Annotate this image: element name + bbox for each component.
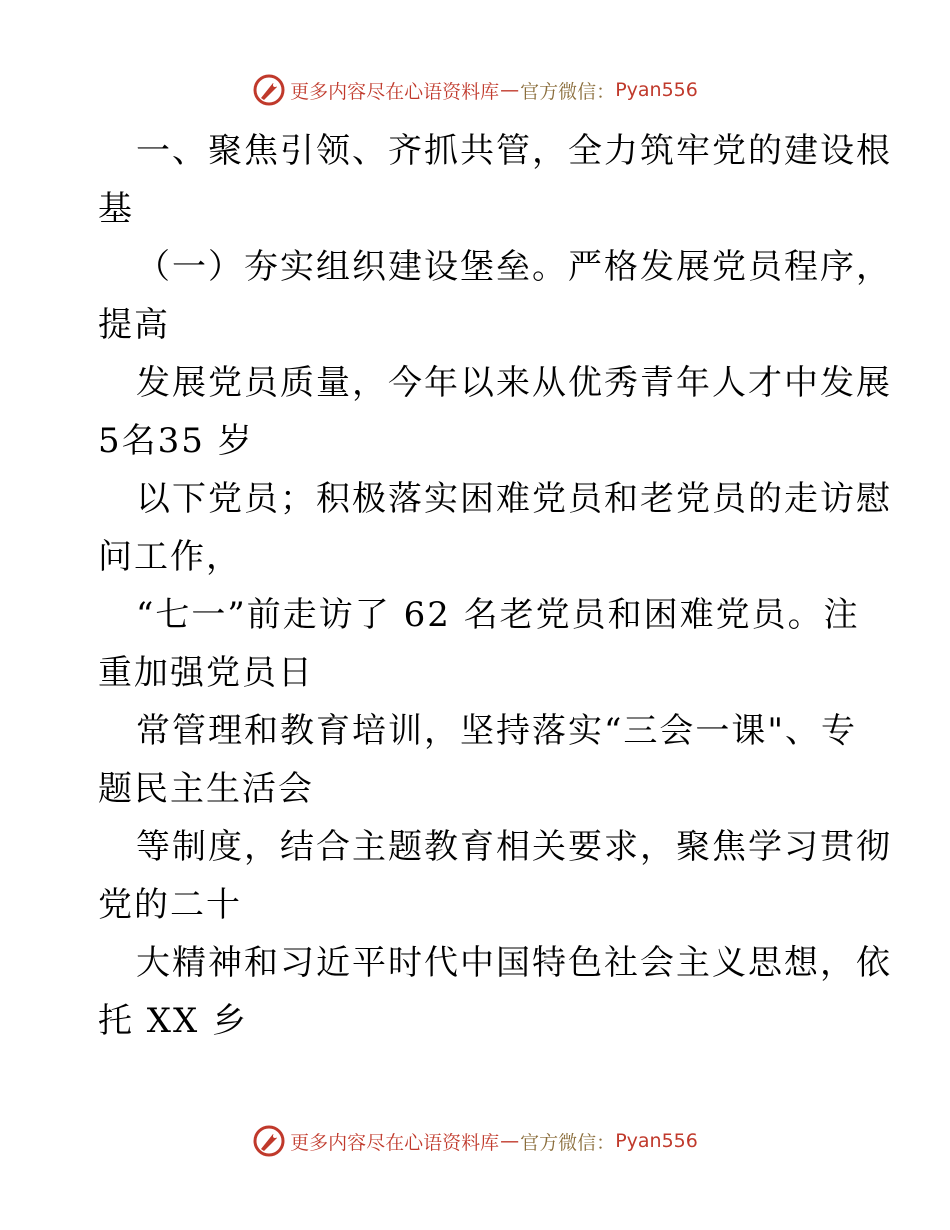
text-line: 问工作， [98,537,242,577]
text-line: 题民主生活会 [98,769,314,809]
site-name: 更多内容尽在心语资料库 [290,1131,500,1154]
wechat-label: 官方微信： [520,1131,616,1154]
footer-watermark-banner [0,1123,950,1159]
text-line: 基 [98,189,134,229]
text-line: （一）夯实组织建设堡垒。严格发展党员程序， [136,247,892,287]
pen-nib-logo-icon [252,73,286,107]
banner-dash: — [500,79,520,101]
header-watermark-banner [0,72,950,108]
text-line: 托 XX 乡 [98,1001,249,1041]
wechat-id: Pyan556 [615,1130,698,1152]
text-line: 发展党员质量，今年以来从优秀青年人才中发展 [136,363,892,403]
text-line: 一、聚焦引领、齐抓共管，全力筑牢党的建设根 [136,131,892,171]
text-line: “七一”前走访了 62 名老党员和困难党员。注 [136,595,860,635]
text-line: 常管理和教育培训，坚持落实“三会一课"、专 [136,711,858,751]
text-line: 党的二十 [98,885,242,925]
banner-dash: — [500,1130,520,1152]
text-line: 大精神和习近平时代中国特色社会主义思想，依 [136,943,892,983]
wechat-label: 官方微信： [520,80,616,103]
site-name: 更多内容尽在心语资料库 [290,80,500,103]
text-line: 提高 [98,305,170,345]
document-body [98,122,892,1050]
pen-nib-logo-icon [252,1124,286,1158]
text-line: 等制度，结合主题教育相关要求，聚焦学习贯彻 [136,827,892,867]
text-line: 5名35 岁 [98,421,254,461]
text-line: 重加强党员日 [98,653,314,693]
wechat-id: Pyan556 [615,79,698,101]
text-line: 以下党员；积极落实困难党员和老党员的走访慰 [136,479,892,519]
